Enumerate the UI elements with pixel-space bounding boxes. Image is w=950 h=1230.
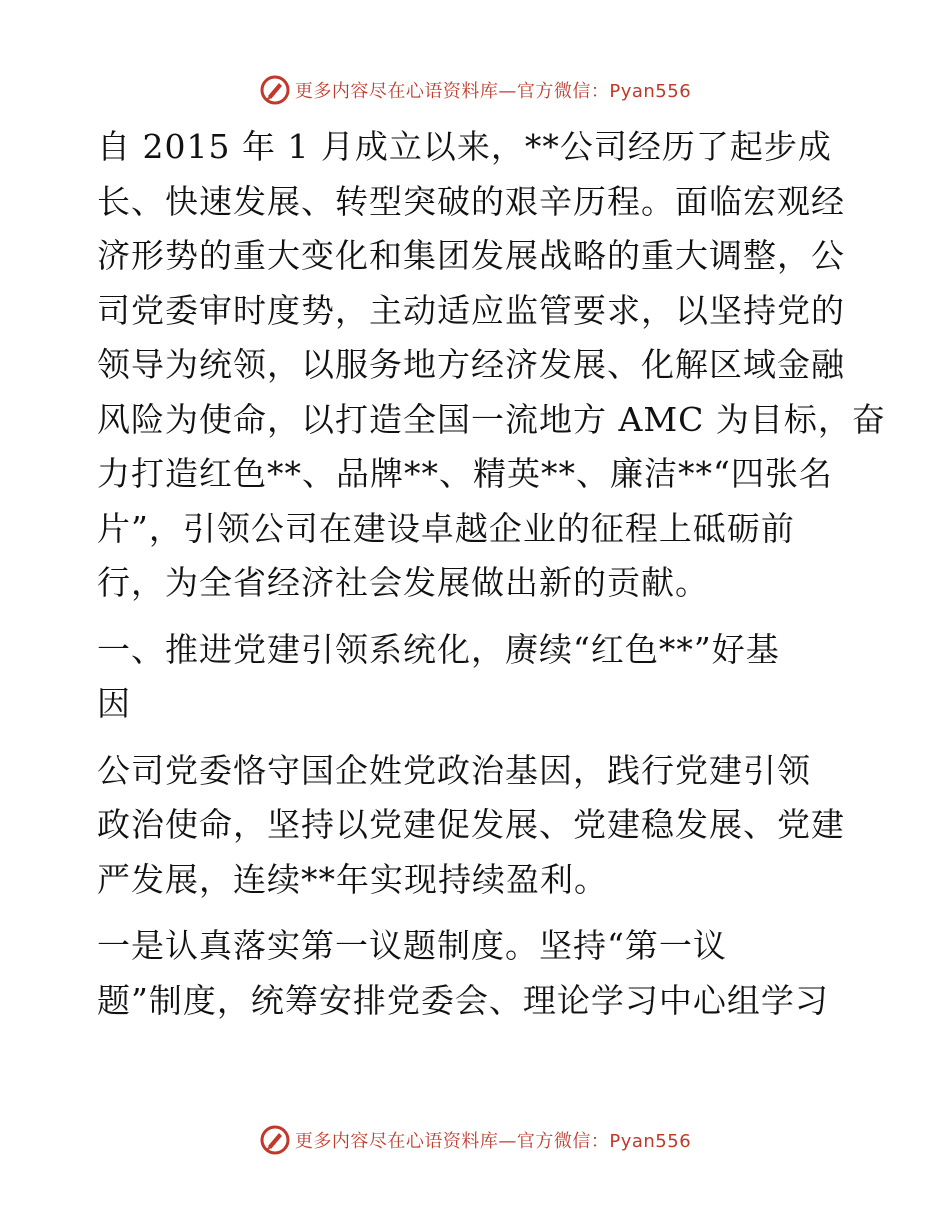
body-paragraph [97, 919, 857, 1028]
body-paragraph [97, 744, 857, 908]
text-line: 政治使命，坚持以党建促发展、党建稳发展、党建 [97, 805, 845, 844]
text-line: 片”，引领公司在建设卓越企业的征程上砥砺前 [97, 508, 795, 548]
heading-line: 一、推进党建引领系统化，赓续“红色**”好基 [97, 629, 780, 669]
text-line: 一是认真落实第一议题制度。坚持“第一议 [97, 926, 727, 965]
text-line: 严发展，连续**年实现持续盈利。 [97, 859, 608, 899]
seal-logo-icon [259, 1124, 291, 1156]
intro-paragraph [97, 120, 886, 611]
heading-line: 因 [97, 684, 131, 723]
footer-banner [0, 1123, 950, 1157]
text-line: 公司党委恪守国企姓党政治基因，践行党建引领 [97, 750, 811, 790]
seal-logo-icon [259, 74, 291, 106]
text-line: 行，为全省经济社会发展做出新的贡献。 [97, 563, 709, 602]
text-line: 力打造红色**、品牌**、精英**、廉洁**“四张名 [97, 454, 833, 493]
text-line: 济形势的重大变化和集团发展战略的重大调整，公 [97, 236, 845, 275]
text-line: 风险为使命，以打造全国一流地方 AMC 为目标，奋 [97, 399, 886, 439]
document-body [97, 120, 886, 1040]
text-line: 自 2015 年 1 月成立以来，**公司经历了起步成 [97, 127, 832, 166]
header-text: 更多内容尽在心语资料库—官方微信：Pyan556 [294, 81, 692, 102]
text-line: 长、快速发展、转型突破的艰辛历程。面临宏观经 [97, 181, 845, 221]
text-line: 司党委审时度势，主动适应监管要求，以坚持党的 [97, 290, 845, 330]
text-line: 领导为统领，以服务地方经济发展、化解区域金融 [97, 345, 845, 384]
section-heading [97, 623, 857, 732]
text-line: 题”制度，统筹安排党委会、理论学习中心组学习 [97, 980, 829, 1020]
header-banner [0, 73, 950, 107]
footer-text: 更多内容尽在心语资料库—官方微信：Pyan556 [294, 1131, 692, 1152]
